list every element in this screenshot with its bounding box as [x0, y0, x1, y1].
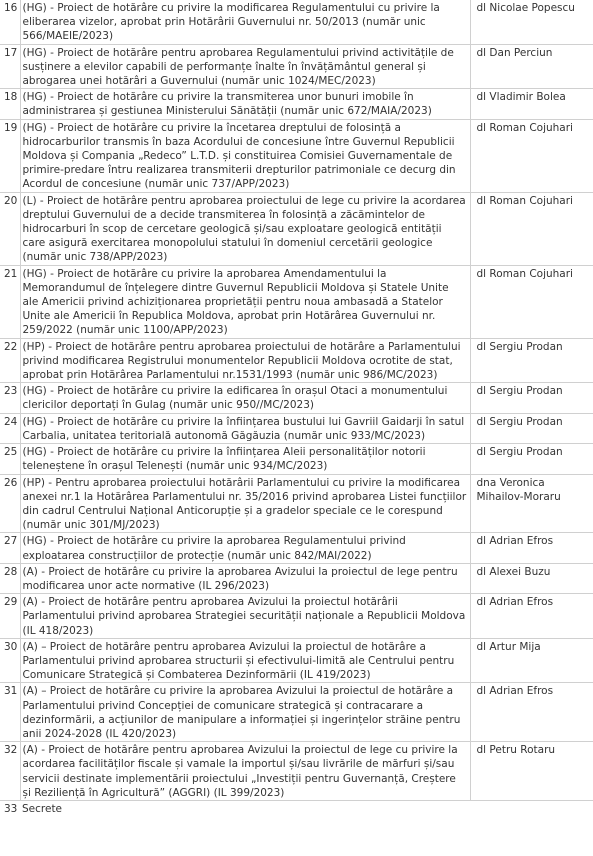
item-number: 24 — [0, 413, 20, 443]
item-responsible: dl Roman Cojuhari — [470, 265, 593, 338]
item-description: (A) - Proiect de hotărâre pentru aprobarea Avizului la proiectul de lege cu privire la acordarea facilităților fiscale și vamale la importul și/sau livrările de mărfuri și/sau servicii destinate implementării proiectului „Investiții pentru Guvernanță, Creștere și Reziliență în Agricultură” (AGGRI) (IL 399/2023) — [20, 742, 470, 801]
agenda-row — [0, 338, 593, 383]
item-description: (L) - Proiect de hotărâre pentru aprobarea proiectului de lege cu privire la acordarea dreptului Guvernului de a decide transmiterea în folosință a zăcămintelor de hidrocarburi în scop de cercetare geologică și/sau exploatare geologică entității care asigură exercitarea monopolului statului în domeniul cercetării geologice (număr unic 738/APP/2023) — [20, 192, 470, 265]
item-responsible: dl Petru Rotaru — [470, 742, 593, 801]
agenda-row — [0, 444, 593, 474]
item-responsible: dl Vladimir Bolea — [470, 89, 593, 119]
agenda-row — [0, 89, 593, 119]
item-description: (HP) - Proiect de hotărâre pentru aprobarea proiectului de hotărâre a Parlamentului privind modificarea Registrului monumentelor Republicii Moldova ocrotite de stat, aprobat prin Hotărârea Parlamentului nr.1531/1993 (număr unic 986/MC/2023) — [20, 338, 470, 383]
item-number: 16 — [0, 0, 20, 44]
agenda-row-secret — [0, 800, 593, 816]
item-number: 27 — [0, 533, 20, 563]
item-number: 28 — [0, 563, 20, 593]
item-number: 22 — [0, 338, 20, 383]
item-number: 19 — [0, 119, 20, 192]
item-number: 18 — [0, 89, 20, 119]
agenda-row — [0, 0, 593, 44]
agenda-row — [0, 474, 593, 533]
item-description: (HG) - Proiect de hotărâre cu privire la modificarea Regulamentului cu privire la eliberarea vizelor, aprobat prin Hotărârii Guvernului nr. 50/2013 (număr unic 566/MAEIE/2023) — [20, 0, 470, 44]
agenda-row — [0, 638, 593, 683]
item-number: 21 — [0, 265, 20, 338]
item-description: (A) – Proiect de hotărâre cu privire la aprobarea Avizului la proiectul de hotărâre a Parlamentului privind Concepției de comunicare strategică și contracarare a dezinformării, a acțiunilor de manipulare a informației și ingerințelor străine pentru anii 2024-2028 (IL 420/2023) — [20, 683, 470, 742]
item-description: (HP) - Pentru aprobarea proiectului hotărârii Parlamentului cu privire la modificarea anexei nr.1 la Hotărârea Parlamentului nr. 35/2016 privind aprobarea Listei funcțiilor din cadrul Centrului Național Anticorupție și a gradelor speciale ce le corespund (număr unic 301/MJ/2023) — [20, 474, 470, 533]
item-number: 17 — [0, 44, 20, 89]
item-number: 30 — [0, 638, 20, 683]
item-description: (A) – Proiect de hotărâre pentru aprobarea Avizului la proiectul de hotărâre a Parlamentului privind aprobarea structurii și efectivului-limită ale Centrului pentru Comunicare Strategică și Combaterea Dezinformării (IL 419/2023) — [20, 638, 470, 683]
item-description: (HG) - Proiect de hotărâre cu privire la înființarea Aleii personalităților notorii teleneștene în orașul Telenești (număr unic 934/MC/2023) — [20, 444, 470, 474]
item-description: (A) - Proiect de hotărâre cu privire la aprobarea Avizului la proiectul de lege pentru modificarea unor acte normative (IL 296/2023) — [20, 563, 470, 593]
agenda-row — [0, 413, 593, 443]
item-description: (HG) - Proiect de hotărâre cu privire la aprobarea Amendamentului la Memorandumul de înțelegere dintre Guvernul Republicii Moldova și Statele Unite ale Americii privind achiziționarea proprietății pentru noua ambasadă a Statelor Unite ale Americii în Republica Moldova, aprobat prin Hotărârea Guvernului nr. 259/2022 (număr unic 1100/APP/2023) — [20, 265, 470, 338]
agenda-row — [0, 742, 593, 801]
item-responsible: dl Dan Perciun — [470, 44, 593, 89]
agenda-row — [0, 383, 593, 413]
item-description: (HG) - Proiect de hotărâre cu privire la edificarea în orașul Otaci a monumentului clericilor deportați în Gulag (număr unic 950//MC/2023) — [20, 383, 470, 413]
item-responsible: dl Alexei Buzu — [470, 563, 593, 593]
item-responsible: dl Nicolae Popescu — [470, 0, 593, 44]
item-number: 29 — [0, 594, 20, 639]
item-description: (A) - Proiect de hotărâre pentru aprobarea Avizului la proiectul hotărârii Parlamentului privind aprobarea Strategiei securității naționale a Republicii Moldova (IL 418/2023) — [20, 594, 470, 639]
item-number: 25 — [0, 444, 20, 474]
item-description: (HG) - Proiect de hotărâre cu privire la încetarea dreptului de folosință a hidrocarburilor transmis în baza Acordului de concesiune între Guvernul Republicii Moldova și Compania „Redeco” L.T.D. și constituirea Comisiei Guvernamentale de primire-predare întru realizarea transmiterii drepturilor patrimoniale ce decurg din Acordul de concesiune (număr unic 737/APP/2023) — [20, 119, 470, 192]
item-description: Secrete — [22, 802, 63, 815]
item-number: 32 — [0, 742, 20, 801]
item-number: 23 — [0, 383, 20, 413]
item-number: 33 — [4, 802, 18, 815]
item-responsible: dl Sergiu Prodan — [470, 383, 593, 413]
agenda-row — [0, 44, 593, 89]
item-responsible: dl Artur Mija — [470, 638, 593, 683]
item-number: 20 — [0, 192, 20, 265]
item-responsible: dl Adrian Efros — [470, 594, 593, 639]
item-number: 26 — [0, 474, 20, 533]
agenda-row — [0, 533, 593, 563]
agenda-row — [0, 563, 593, 593]
item-description: (HG) - Proiect de hotărâre cu privire la aprobarea Regulamentului privind exploatarea construcțiilor de protecție (număr unic 842/MAI/2022) — [20, 533, 470, 563]
item-description: (HG) - Proiect de hotărâre cu privire la înființarea bustului lui Gavriil Gaidarji în satul Carbalia, unitatea teritorială autonomă Găgăuzia (număr unic 933/MC/2023) — [20, 413, 470, 443]
item-number: 31 — [0, 683, 20, 742]
agenda-row — [0, 119, 593, 192]
agenda-row — [0, 192, 593, 265]
item-responsible: dl Sergiu Prodan — [470, 413, 593, 443]
item-responsible: dl Adrian Efros — [470, 683, 593, 742]
item-responsible: dl Roman Cojuhari — [470, 192, 593, 265]
item-responsible: dl Roman Cojuhari — [470, 119, 593, 192]
agenda-row — [0, 683, 593, 742]
item-description: (HG) - Proiect de hotărâre cu privire la transmiterea unor bunuri imobile în administrarea și gestiunea Ministerului Sănătății (număr unic 672/MAIA/2023) — [20, 89, 470, 119]
item-responsible: dna Veronica Mihailov-Moraru — [470, 474, 593, 533]
item-responsible: dl Adrian Efros — [470, 533, 593, 563]
agenda-row — [0, 265, 593, 338]
item-description: (HG) - Proiect de hotărâre pentru aprobarea Regulamentului privind activitățile de susținere a elevilor capabili de performanțe înalte în învățământul general și abrogarea unei hotărâri a Guvernului (număr unic 1024/MEC/2023) — [20, 44, 470, 89]
item-responsible: dl Sergiu Prodan — [470, 338, 593, 383]
item-responsible: dl Sergiu Prodan — [470, 444, 593, 474]
agenda-row — [0, 594, 593, 639]
